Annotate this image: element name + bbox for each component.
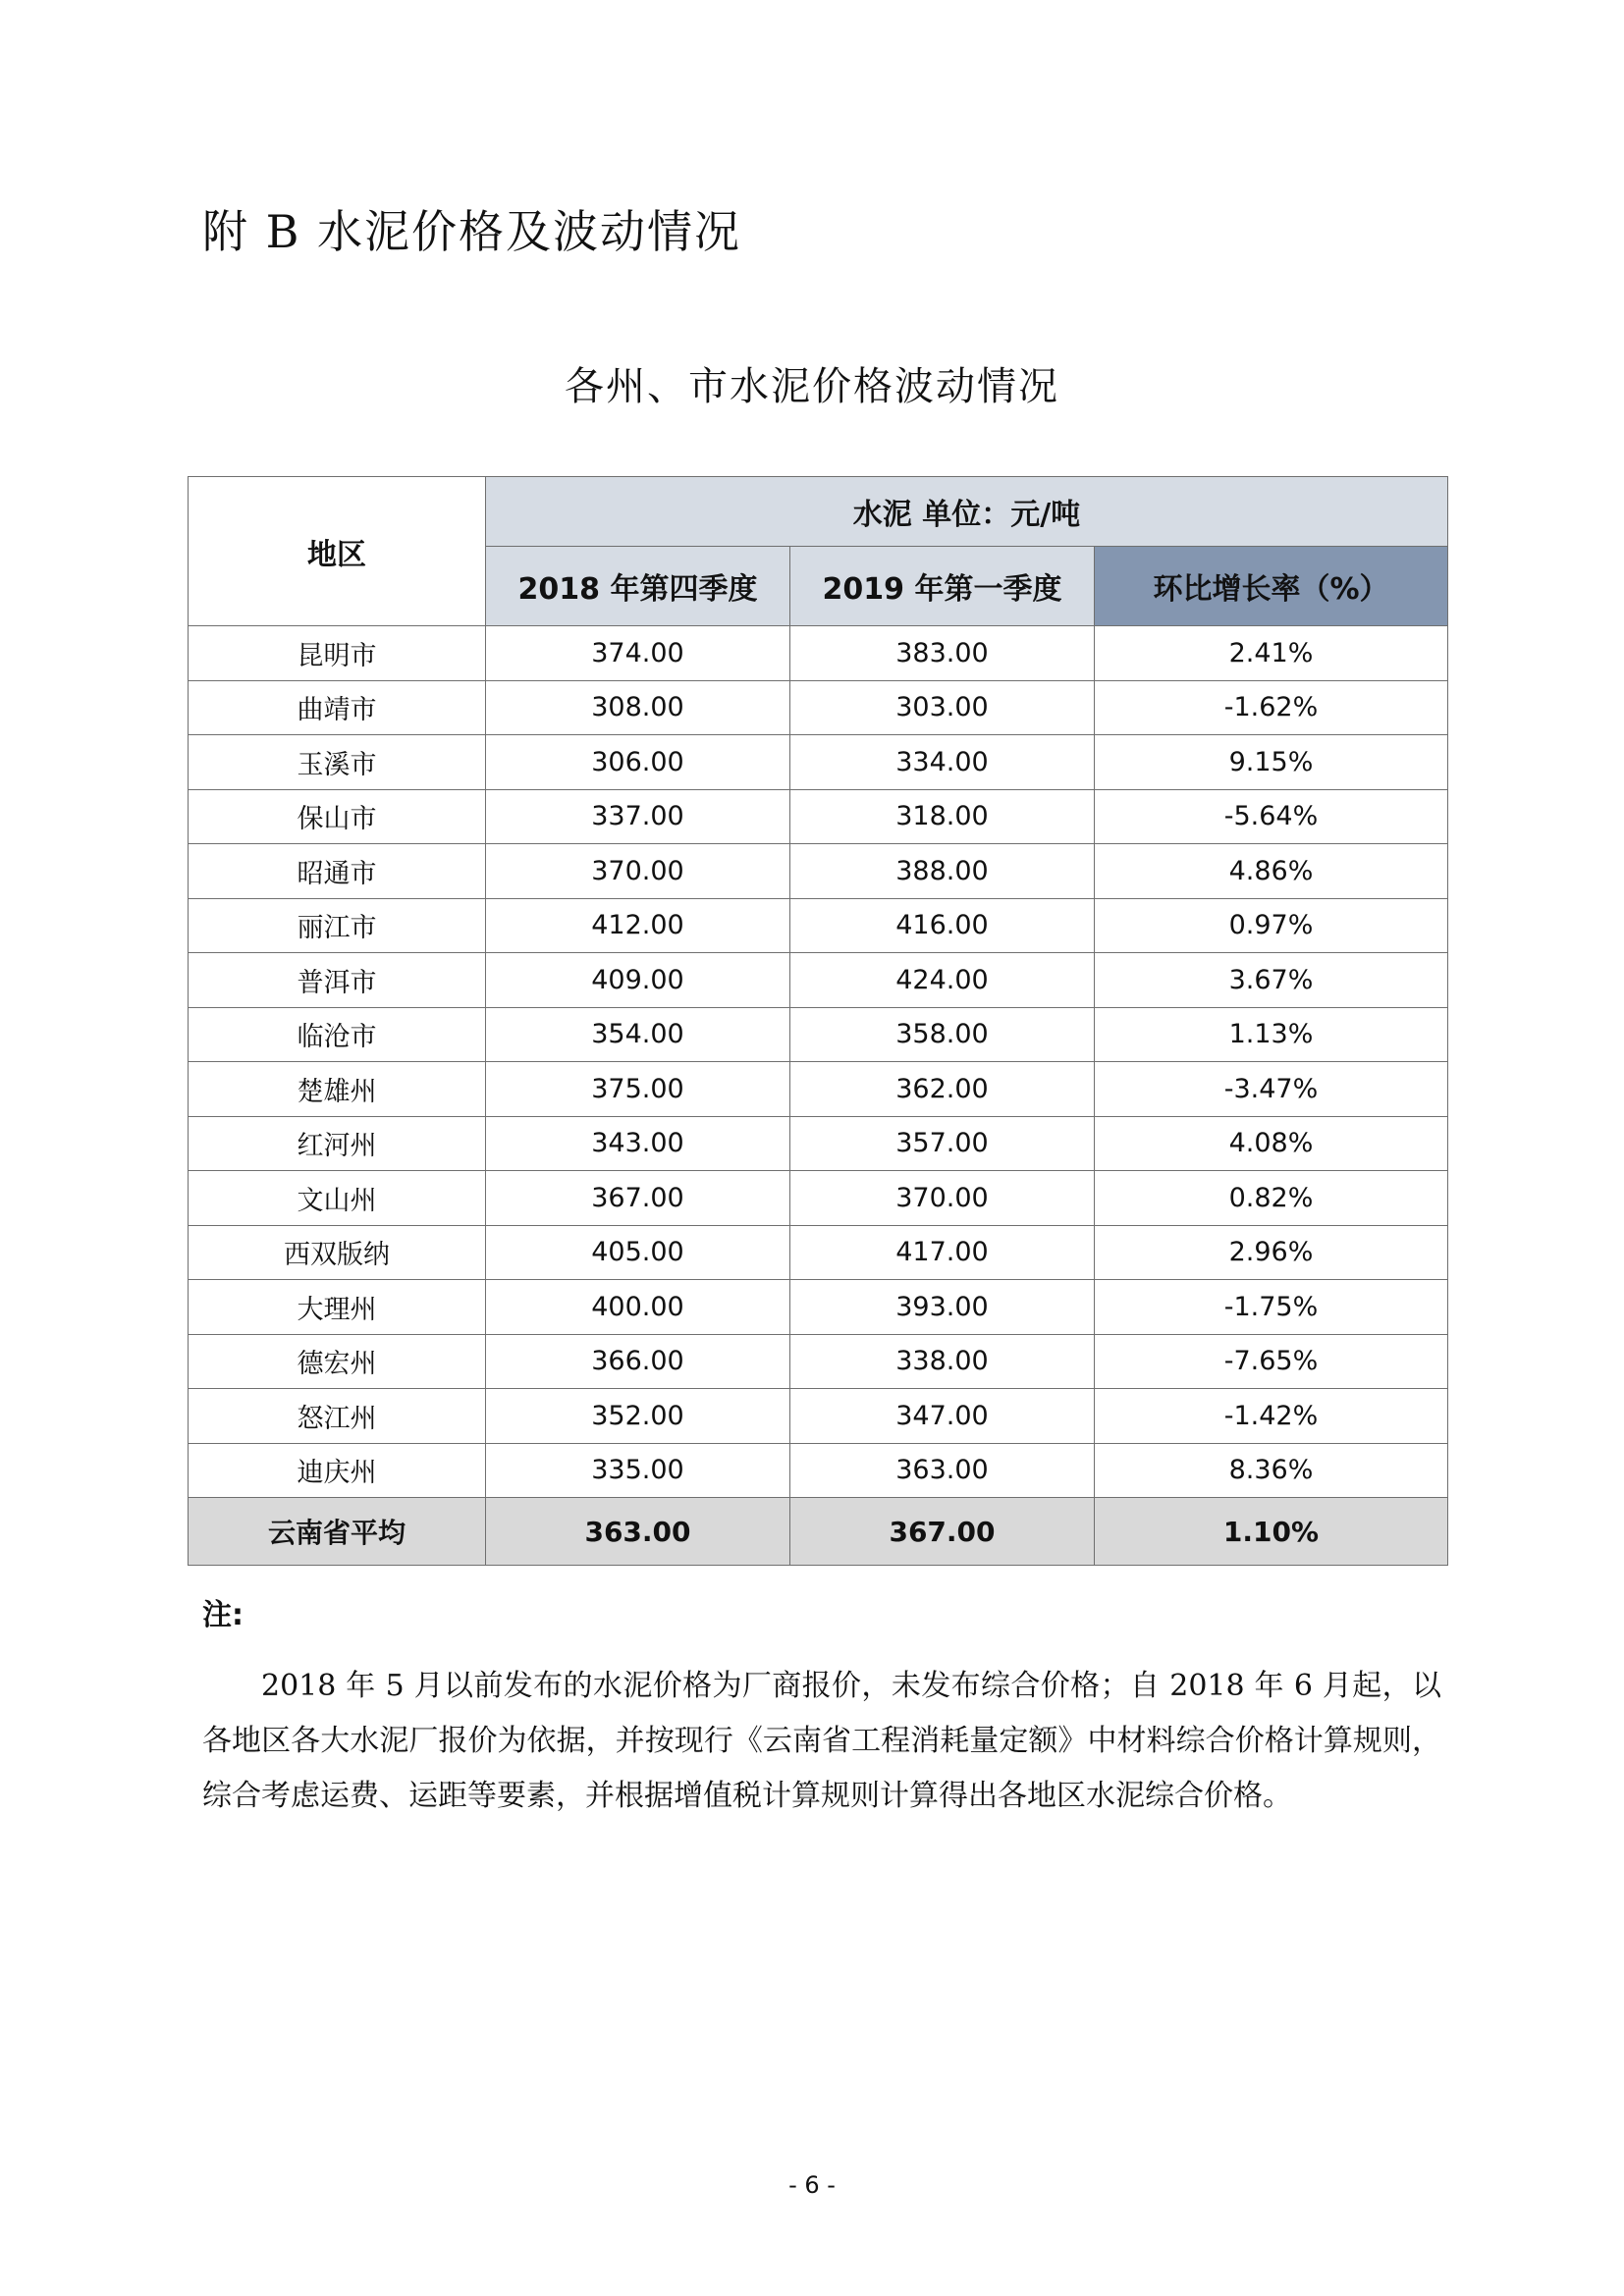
- table-row: [189, 953, 1448, 1008]
- q1-2019-cell: 338.00: [790, 1334, 1095, 1389]
- average-q1-2019-cell: 367.00: [790, 1498, 1095, 1566]
- table-row: [189, 1443, 1448, 1498]
- q1-2019-cell: 362.00: [790, 1062, 1095, 1117]
- table-row: [189, 844, 1448, 899]
- q1-2019-cell: 334.00: [790, 735, 1095, 790]
- q1-2019-cell: 370.00: [790, 1171, 1095, 1226]
- q1-2019-cell: 357.00: [790, 1116, 1095, 1171]
- growth-rate-column-header: 环比增长率（%）: [1095, 547, 1448, 626]
- q4-2018-cell: 343.00: [486, 1116, 790, 1171]
- cement-unit-header: 水泥 单位：元/吨: [486, 477, 1448, 547]
- q1-2019-cell: 383.00: [790, 626, 1095, 681]
- average-growth-cell: 1.10%: [1095, 1498, 1448, 1566]
- note-label: 注:: [202, 1598, 244, 1632]
- growth-cell: 2.41%: [1095, 626, 1448, 681]
- table-row: [189, 1334, 1448, 1389]
- table-row: [189, 1280, 1448, 1335]
- page-number: - 6 -: [788, 2171, 836, 2199]
- region-cell: 迪庆州: [189, 1443, 486, 1498]
- region-cell: 文山州: [189, 1171, 486, 1226]
- q4-2018-cell: 366.00: [486, 1334, 790, 1389]
- q1-2019-cell: 347.00: [790, 1389, 1095, 1444]
- region-cell: 楚雄州: [189, 1062, 486, 1117]
- table-row: [189, 1116, 1448, 1171]
- region-cell: 昭通市: [189, 844, 486, 899]
- table-row: [189, 1225, 1448, 1280]
- q1-2019-cell: 393.00: [790, 1280, 1095, 1335]
- q4-2018-cell: 354.00: [486, 1007, 790, 1062]
- region-cell: 昆明市: [189, 626, 486, 681]
- growth-cell: 4.08%: [1095, 1116, 1448, 1171]
- growth-cell: 0.82%: [1095, 1171, 1448, 1226]
- q1-2019-cell: 318.00: [790, 789, 1095, 844]
- q1-2019-cell: 416.00: [790, 898, 1095, 953]
- appendix-heading: 附 B 水泥价格及波动情况: [202, 205, 742, 258]
- q4-2018-cell: 374.00: [486, 626, 790, 681]
- q4-2018-cell: 308.00: [486, 680, 790, 735]
- growth-cell: 3.67%: [1095, 953, 1448, 1008]
- q4-2018-cell: 352.00: [486, 1389, 790, 1444]
- growth-cell: -1.75%: [1095, 1280, 1448, 1335]
- region-cell: 保山市: [189, 789, 486, 844]
- q1-2019-cell: 363.00: [790, 1443, 1095, 1498]
- table-row: [189, 789, 1448, 844]
- average-region-cell: 云南省平均: [189, 1498, 486, 1566]
- region-cell: 玉溪市: [189, 735, 486, 790]
- region-cell: 大理州: [189, 1280, 486, 1335]
- average-row: [189, 1498, 1448, 1566]
- q1-2019-cell: 388.00: [790, 844, 1095, 899]
- q4-2018-column-header: 2018 年第四季度: [486, 547, 790, 626]
- growth-cell: -1.62%: [1095, 680, 1448, 735]
- region-cell: 德宏州: [189, 1334, 486, 1389]
- table-row: [189, 1062, 1448, 1117]
- q4-2018-cell: 400.00: [486, 1280, 790, 1335]
- q1-2019-cell: 303.00: [790, 680, 1095, 735]
- growth-cell: -5.64%: [1095, 789, 1448, 844]
- q4-2018-cell: 335.00: [486, 1443, 790, 1498]
- region-cell: 普洱市: [189, 953, 486, 1008]
- table-row: [189, 1171, 1448, 1226]
- growth-cell: 1.13%: [1095, 1007, 1448, 1062]
- region-cell: 临沧市: [189, 1007, 486, 1062]
- table-row: [189, 735, 1448, 790]
- table-row: [189, 1389, 1448, 1444]
- growth-cell: 0.97%: [1095, 898, 1448, 953]
- q4-2018-cell: 405.00: [486, 1225, 790, 1280]
- q4-2018-cell: 367.00: [486, 1171, 790, 1226]
- table-row: [189, 680, 1448, 735]
- growth-cell: 9.15%: [1095, 735, 1448, 790]
- table-row: [189, 1007, 1448, 1062]
- growth-cell: 4.86%: [1095, 844, 1448, 899]
- q1-2019-cell: 358.00: [790, 1007, 1095, 1062]
- q4-2018-cell: 409.00: [486, 953, 790, 1008]
- growth-cell: 2.96%: [1095, 1225, 1448, 1280]
- growth-cell: -1.42%: [1095, 1389, 1448, 1444]
- cement-price-table: [188, 476, 1448, 1566]
- table-title: 各州、市水泥价格波动情况: [565, 364, 1059, 409]
- note-paragraph: 2018 年 5 月以前发布的水泥价格为厂商报价，未发布综合价格；自 2018 年 6 月起，以各地区各大水泥厂报价为依据，并按现行《云南省工程消耗量定额》中材料综合价格计算规则，综合考虑运费、运距等要素，并根据增值税计算规则计算得出各地区水泥综合价格。: [202, 1669, 1441, 1813]
- table-row: [189, 898, 1448, 953]
- q1-2019-column-header: 2019 年第一季度: [790, 547, 1095, 626]
- growth-cell: -7.65%: [1095, 1334, 1448, 1389]
- q4-2018-cell: 306.00: [486, 735, 790, 790]
- q4-2018-cell: 412.00: [486, 898, 790, 953]
- growth-cell: -3.47%: [1095, 1062, 1448, 1117]
- region-cell: 怒江州: [189, 1389, 486, 1444]
- region-cell: 西双版纳: [189, 1225, 486, 1280]
- region-cell: 丽江市: [189, 898, 486, 953]
- region-column-header: 地区: [189, 477, 486, 626]
- growth-cell: 8.36%: [1095, 1443, 1448, 1498]
- region-cell: 红河州: [189, 1116, 486, 1171]
- q4-2018-cell: 370.00: [486, 844, 790, 899]
- average-q4-2018-cell: 363.00: [486, 1498, 790, 1566]
- q4-2018-cell: 337.00: [486, 789, 790, 844]
- q4-2018-cell: 375.00: [486, 1062, 790, 1117]
- q1-2019-cell: 424.00: [790, 953, 1095, 1008]
- region-cell: 曲靖市: [189, 680, 486, 735]
- table-row: [189, 626, 1448, 681]
- q1-2019-cell: 417.00: [790, 1225, 1095, 1280]
